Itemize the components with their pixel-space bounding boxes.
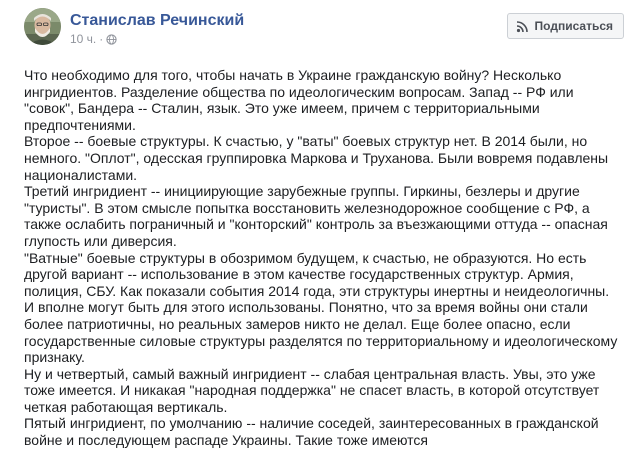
avatar-photo	[24, 8, 61, 45]
post-paragraph-2: Второе -- боевые структуры. К счастью, у "ваты" боевых структур нет. В 2014 были, но немного. "Оплот", одесская группировка Маркова и Труханова. Были вовремя подавлены националистами.	[24, 133, 609, 183]
meta-separator: ·	[99, 32, 104, 46]
post-timestamp[interactable]: 10 ч.	[70, 32, 97, 46]
post-paragraph-4: "Ватные" боевые структуры в обозримом будущем, к счастью, не образуются. Но есть другой вариант -- использование в этом качестве государственных структур. Армия, полиция, СБУ. Как показали события 2014 года, эти структуры инертны и неидеологичны. И вполне могут быть для этого использованы. Понятно, что за время войны они стали более патриотичны, но реальных замеров никто не делал. Еще более опасно, если государственные силовые структуры разделятся по территориальному и идеологическому признаку.	[24, 249, 618, 366]
subscribe-label: Подписаться	[534, 19, 613, 33]
subscribe-button[interactable]	[507, 13, 624, 39]
avatar[interactable]	[24, 8, 61, 45]
rss-icon	[516, 20, 529, 33]
post-meta	[70, 32, 117, 46]
post-paragraph-1: Что необходимо для того, чтобы начать в Украине гражданскую войну? Несколько ингридиентов. Разделение общества по идеологическим вопросам. Запад -- РФ или "совок", Бандера -- Сталин, язык. Это уже имеем, причем с территориальными предпочтениями.	[24, 67, 574, 133]
post-paragraph-6: Пятый ингридиент, по умолчанию -- наличие соседей, заинтересованных в гражданской войне и последующем распаде Украины. Такие тоже имеются	[24, 415, 599, 449]
post-paragraph-5: Ну и четвертый, самый важный ингридиент -- слабая центральная власть. Увы, это уже тоже имеется. И никакая "народная поддержка" не спасет власть, в которой отсутствует четкая работающая вертикаль.	[24, 365, 600, 415]
post-paragraph-3: Третий ингридиент -- инициирующие зарубежные группы. Гиркины, безлеры и другие "туристы". В этом смысле попытка восстановить железнодорожное сообщение с РФ, а также ослабить пограничный и "конторский" контроль за въезжающими оттуда -- опасная глупость или диверсия.	[24, 183, 608, 249]
author-name[interactable]: Станислав Речинский	[70, 12, 245, 29]
post-text	[24, 67, 620, 449]
post-header	[24, 8, 624, 52]
globe-icon	[106, 34, 117, 45]
